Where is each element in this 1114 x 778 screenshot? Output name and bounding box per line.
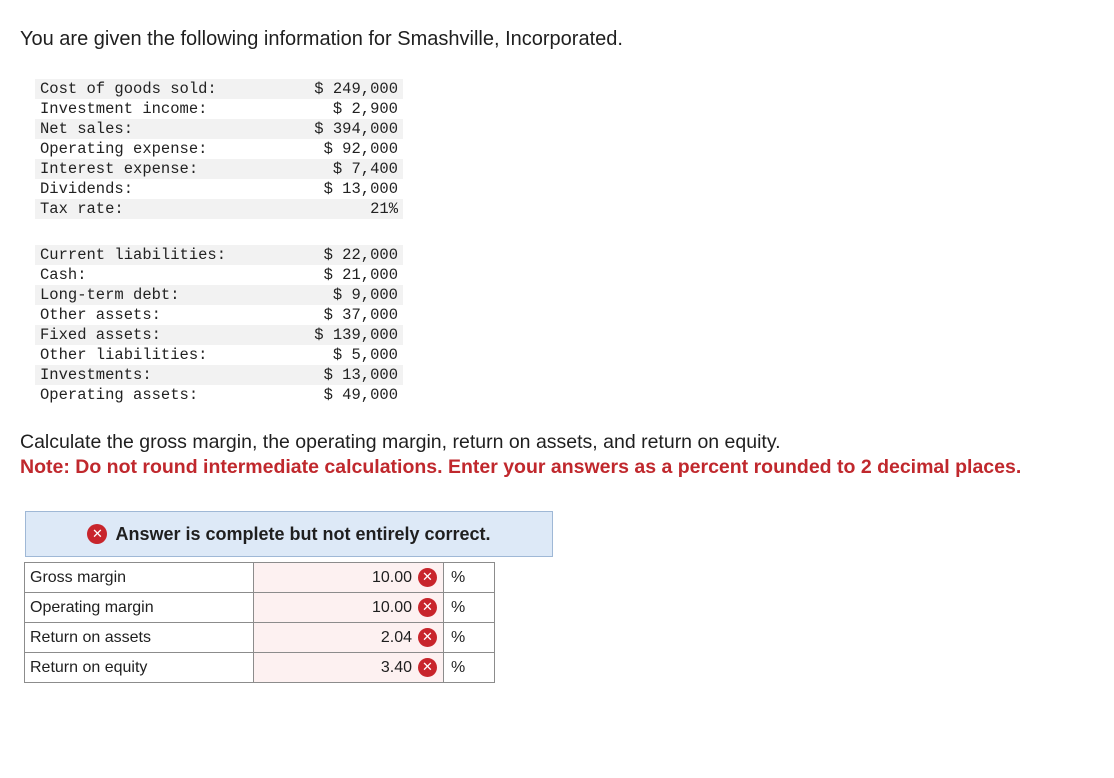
table-row [35, 79, 403, 99]
answer-row [25, 563, 495, 593]
answer-status-banner [25, 511, 553, 557]
incorrect-x-icon: ✕ [418, 658, 437, 677]
incorrect-x-icon: ✕ [418, 568, 437, 587]
answer-value: 3.40 [380, 658, 412, 676]
question-text: Calculate the gross margin, the operating margin, return on assets, and return on equity. [20, 431, 781, 453]
answer-input-gross-margin[interactable] [254, 563, 444, 593]
balance-data-table [35, 245, 403, 405]
item-value: $ 49,000 [323, 386, 398, 404]
incorrect-x-icon: ✕ [87, 524, 107, 544]
incorrect-x-icon: ✕ [418, 598, 437, 617]
item-value: $ 13,000 [323, 180, 398, 198]
item-value: $ 21,000 [323, 266, 398, 284]
item-label: Long-term debt: [35, 285, 293, 305]
answer-value: 10.00 [371, 598, 412, 616]
answer-value: 2.04 [380, 628, 412, 646]
table-row [35, 179, 403, 199]
item-label: Tax rate: [35, 199, 293, 219]
item-label: Operating expense: [40, 140, 208, 158]
table-row [35, 119, 403, 139]
answer-value: 10.00 [371, 568, 412, 586]
table-row [35, 285, 403, 305]
table-row [35, 99, 403, 119]
answer-label: Operating margin [25, 593, 254, 623]
item-value: $ 37,000 [323, 306, 398, 324]
table-row [35, 365, 403, 385]
item-label: Other assets: [40, 306, 161, 324]
table-row [35, 385, 403, 405]
income-data-table [35, 79, 403, 219]
answer-input-operating-margin[interactable] [254, 593, 444, 623]
item-value: $ 92,000 [323, 140, 398, 158]
item-label: Investment income: [40, 100, 208, 118]
table-row [35, 245, 403, 265]
item-label: Investments: [35, 365, 293, 385]
answer-unit: % [444, 623, 495, 653]
answer-row [25, 593, 495, 623]
incorrect-x-icon: ✕ [418, 628, 437, 647]
item-value: $ 2,900 [332, 100, 398, 118]
status-text: Answer is complete but not entirely correct. [115, 523, 491, 544]
item-label: Current liabilities: [35, 245, 293, 265]
answer-unit: % [444, 563, 495, 593]
answer-row [25, 623, 495, 653]
table-row [35, 199, 403, 219]
item-label: Interest expense: [35, 159, 293, 179]
item-value: $ 5,000 [332, 346, 398, 364]
item-label: Fixed assets: [35, 325, 293, 345]
table-row [35, 305, 403, 325]
answer-input-return-on-equity[interactable] [254, 653, 444, 683]
table-row [35, 159, 403, 179]
item-label: Cost of goods sold: [35, 79, 293, 99]
answer-label: Gross margin [25, 563, 254, 593]
table-row [35, 265, 403, 285]
item-value: $ 13,000 [293, 365, 403, 385]
answer-label: Return on assets [25, 623, 254, 653]
item-label: Other liabilities: [40, 346, 208, 364]
table-row [35, 139, 403, 159]
answer-row [25, 653, 495, 683]
item-value: $ 7,400 [293, 159, 403, 179]
answer-unit: % [444, 593, 495, 623]
item-value: $ 9,000 [293, 285, 403, 305]
item-value: $ 139,000 [293, 325, 403, 345]
item-label: Cash: [40, 266, 87, 284]
item-label: Dividends: [40, 180, 134, 198]
answer-input-return-on-assets[interactable] [254, 623, 444, 653]
item-value: $ 22,000 [293, 245, 403, 265]
table-row [35, 345, 403, 365]
item-value: 21% [293, 199, 403, 219]
item-value: $ 394,000 [293, 119, 403, 139]
answer-label: Return on equity [25, 653, 254, 683]
table-row [35, 325, 403, 345]
item-label: Operating assets: [40, 386, 199, 404]
intro-text: You are given the following information for Smashville, Incorporated. [20, 28, 623, 50]
item-label: Net sales: [35, 119, 293, 139]
answer-unit: % [444, 653, 495, 683]
note-text: Note: Do not round intermediate calculations. Enter your answers as a percent rounded to 2 decimal places. [20, 456, 1022, 478]
item-value: $ 249,000 [293, 79, 403, 99]
answer-table [24, 562, 495, 683]
